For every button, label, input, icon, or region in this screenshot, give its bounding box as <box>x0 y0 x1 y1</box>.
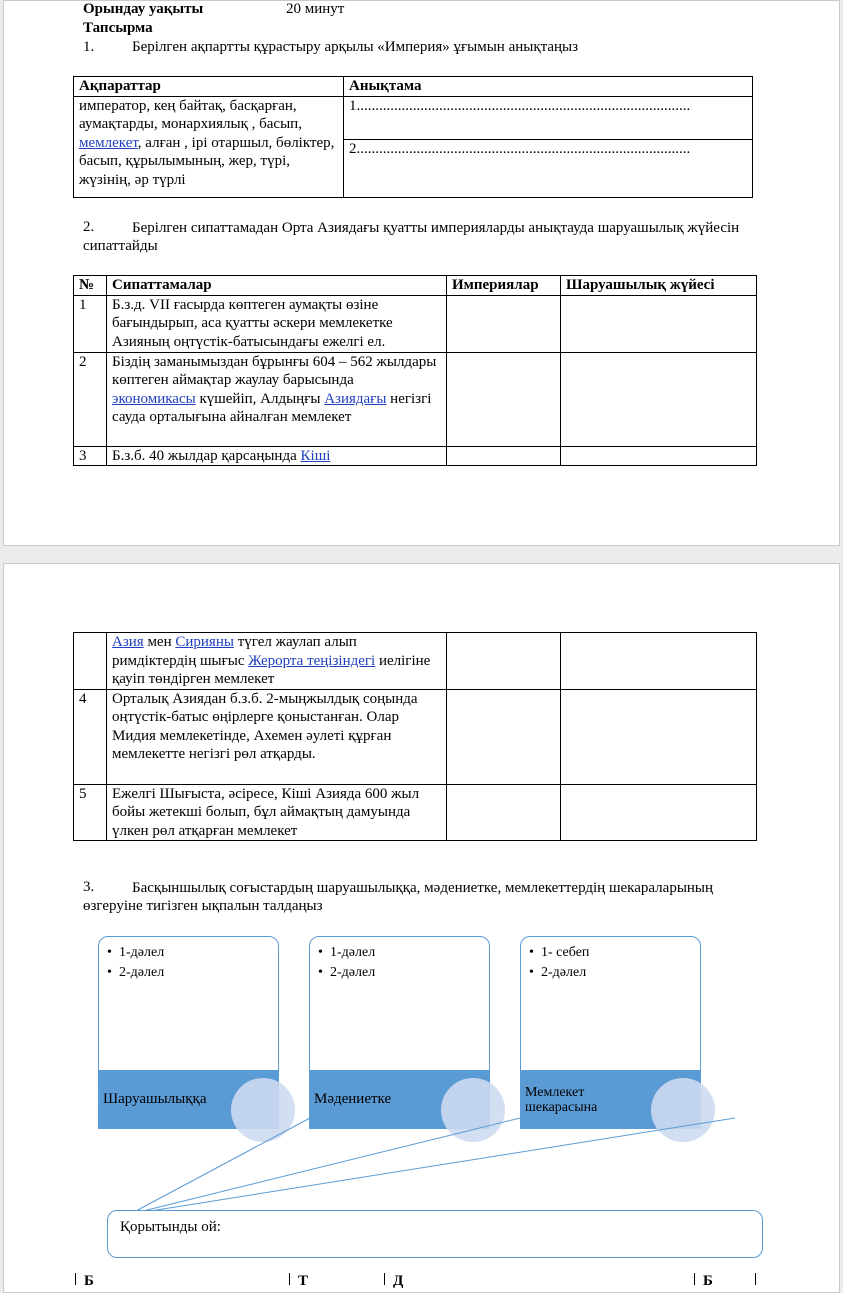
page-2 <box>3 563 840 1293</box>
table-row <box>74 295 757 352</box>
connector-lines <box>4 564 841 1281</box>
row-description: Орталық Азиядан б.з.б. 2-мыңжылдық соңында оңтүстік-батыс өңірлерге қоныстанған. Олар Мидия мемлекетінде, Ахемен әулеті құрған мемлекетте негізгі рөл атқарды. <box>107 689 447 784</box>
task3-number: 3. <box>83 879 95 895</box>
row-description: Б.з.д. VII ғасырда көптеген аумақты өзіне бағындырып, аса қуатты әскери мемлекетке Азияның оңтүстік-батысындағы ежелгі ел. <box>107 295 447 352</box>
bullet-item: • 1-дәлел <box>330 943 489 963</box>
table-border <box>384 1273 385 1285</box>
desc-text: Б.з.б. 40 жылдар қарсаңында <box>112 447 301 464</box>
table-border <box>755 1273 756 1285</box>
bullet-item: • 1-дәлел <box>119 943 278 963</box>
task-label: Тапсырма <box>83 20 153 36</box>
row-description <box>107 352 447 446</box>
task3-text: Басқыншылық соғыстардың шаруашылыққа, мәдениетке, мемлекеттердің шекараларының өзгеруіне тигізген ықпалын талдаңыз <box>83 880 714 914</box>
link-kishi[interactable]: Кіші <box>300 447 331 464</box>
task2-number: 2. <box>83 219 95 235</box>
link-mediterranean[interactable]: Жерорта теңізіндегі <box>248 652 376 669</box>
desc-text: түгел жаулап алып римдіктердің шығыс <box>112 634 357 669</box>
time-label: Орындау уақыты <box>83 1 204 17</box>
answer-line-1[interactable]: 1......................................................................................... <box>344 96 753 139</box>
bottom-col-2: Т <box>298 1273 309 1289</box>
table-row <box>74 446 757 466</box>
row-number: 5 <box>74 784 107 841</box>
answer-line-2[interactable]: 2......................................................................................... <box>344 139 753 197</box>
bullet-item: • 2-дәлел <box>330 963 489 983</box>
info-text-a: император, кең байтақ, басқарған, аумақтарды, монархиялық , басып, <box>79 97 302 132</box>
row-number: 2 <box>74 352 107 446</box>
desc-text: күшейіп, Алдыңғы <box>195 390 325 407</box>
row-number: 3 <box>74 446 107 466</box>
link-economy[interactable]: экономикасы <box>112 390 196 407</box>
desc-text: мен <box>143 634 176 650</box>
table-row <box>74 352 757 446</box>
link-asia[interactable]: Азиядағы <box>324 390 387 407</box>
col-number: № <box>74 276 107 296</box>
bullet-item: • 1- себеп <box>541 943 700 963</box>
empire-cell[interactable] <box>447 295 561 352</box>
bullet-item: • 2-дәлел <box>119 963 278 983</box>
info-link-memleket[interactable]: мемлекет <box>79 134 138 151</box>
table-border <box>289 1273 290 1285</box>
empire-cell[interactable] <box>447 352 561 446</box>
task2-text: Берілген сипаттамадан Орта Азиядағы қуатты империяларды анықтауда шаруашылық жүйесін сипаттайды <box>83 220 740 254</box>
desc-text: негізгі сауда орталығына айналған мемлекет <box>112 390 432 425</box>
task1-table <box>73 76 753 198</box>
col-descriptions: Сипаттамалар <box>107 276 447 296</box>
link-syria[interactable]: Сирияны <box>175 634 234 650</box>
economy-cell[interactable] <box>561 352 757 446</box>
task2-table <box>73 275 757 466</box>
box-label-culture: Мәдениетке <box>309 1070 490 1129</box>
box-label-borders: Мемлекет шекарасына <box>520 1070 701 1129</box>
task1-number: 1. <box>83 39 95 55</box>
info-text-b: , алған , ірі отаршыл, бөліктер, басып, құрылымының, жер, түрі, жүзінің, әр түрлі <box>79 134 335 188</box>
bottom-col-3: Д <box>393 1273 404 1289</box>
link-asia-2[interactable]: Азия <box>112 634 144 650</box>
col-empires: Империялар <box>447 276 561 296</box>
row-number: 4 <box>74 689 107 784</box>
time-value: 20 минут <box>286 1 345 17</box>
desc-text: иелігіне қауіп төндірген мемлекет <box>112 652 431 687</box>
table-border <box>694 1273 695 1285</box>
row-description: Ежелгі Шығыста, әсіресе, Кіші Азияда 600 жыл бойы жетекші болып, бұл аймақтың дамуында үлкен рөл атқарған мемлекет <box>107 784 447 841</box>
bottom-col-1: Б <box>84 1273 94 1289</box>
economy-cell[interactable] <box>561 295 757 352</box>
bottom-col-4: Б <box>703 1273 713 1289</box>
col-economy: Шаруашылық жүйесі <box>561 276 757 296</box>
row-description <box>107 446 447 466</box>
box-label-economy: Шаруашылыққа <box>98 1070 279 1129</box>
task1-col-info: Ақпараттар <box>74 77 344 97</box>
page-1 <box>3 0 840 546</box>
bottom-table <box>75 1273 759 1289</box>
conclusion-label: Қорытынды ой: <box>120 1219 221 1235</box>
economy-cell[interactable] <box>561 446 757 466</box>
desc-text: Біздің заманымыздан бұрынғы 604 – 562 жылдары көптеген аймақтар жаулау барысында <box>112 353 437 388</box>
row-number: 1 <box>74 295 107 352</box>
conclusion-box[interactable] <box>107 1210 763 1258</box>
empire-cell[interactable] <box>447 446 561 466</box>
table-border <box>75 1273 76 1285</box>
task1-text: Берілген ақпартты құрастыру арқылы «Империя» ұғымын анықтаңыз <box>132 39 579 55</box>
task1-info-cell <box>74 96 344 197</box>
task1-col-definition: Анықтама <box>344 77 753 97</box>
bullet-item: • 2-дәлел <box>541 963 700 983</box>
